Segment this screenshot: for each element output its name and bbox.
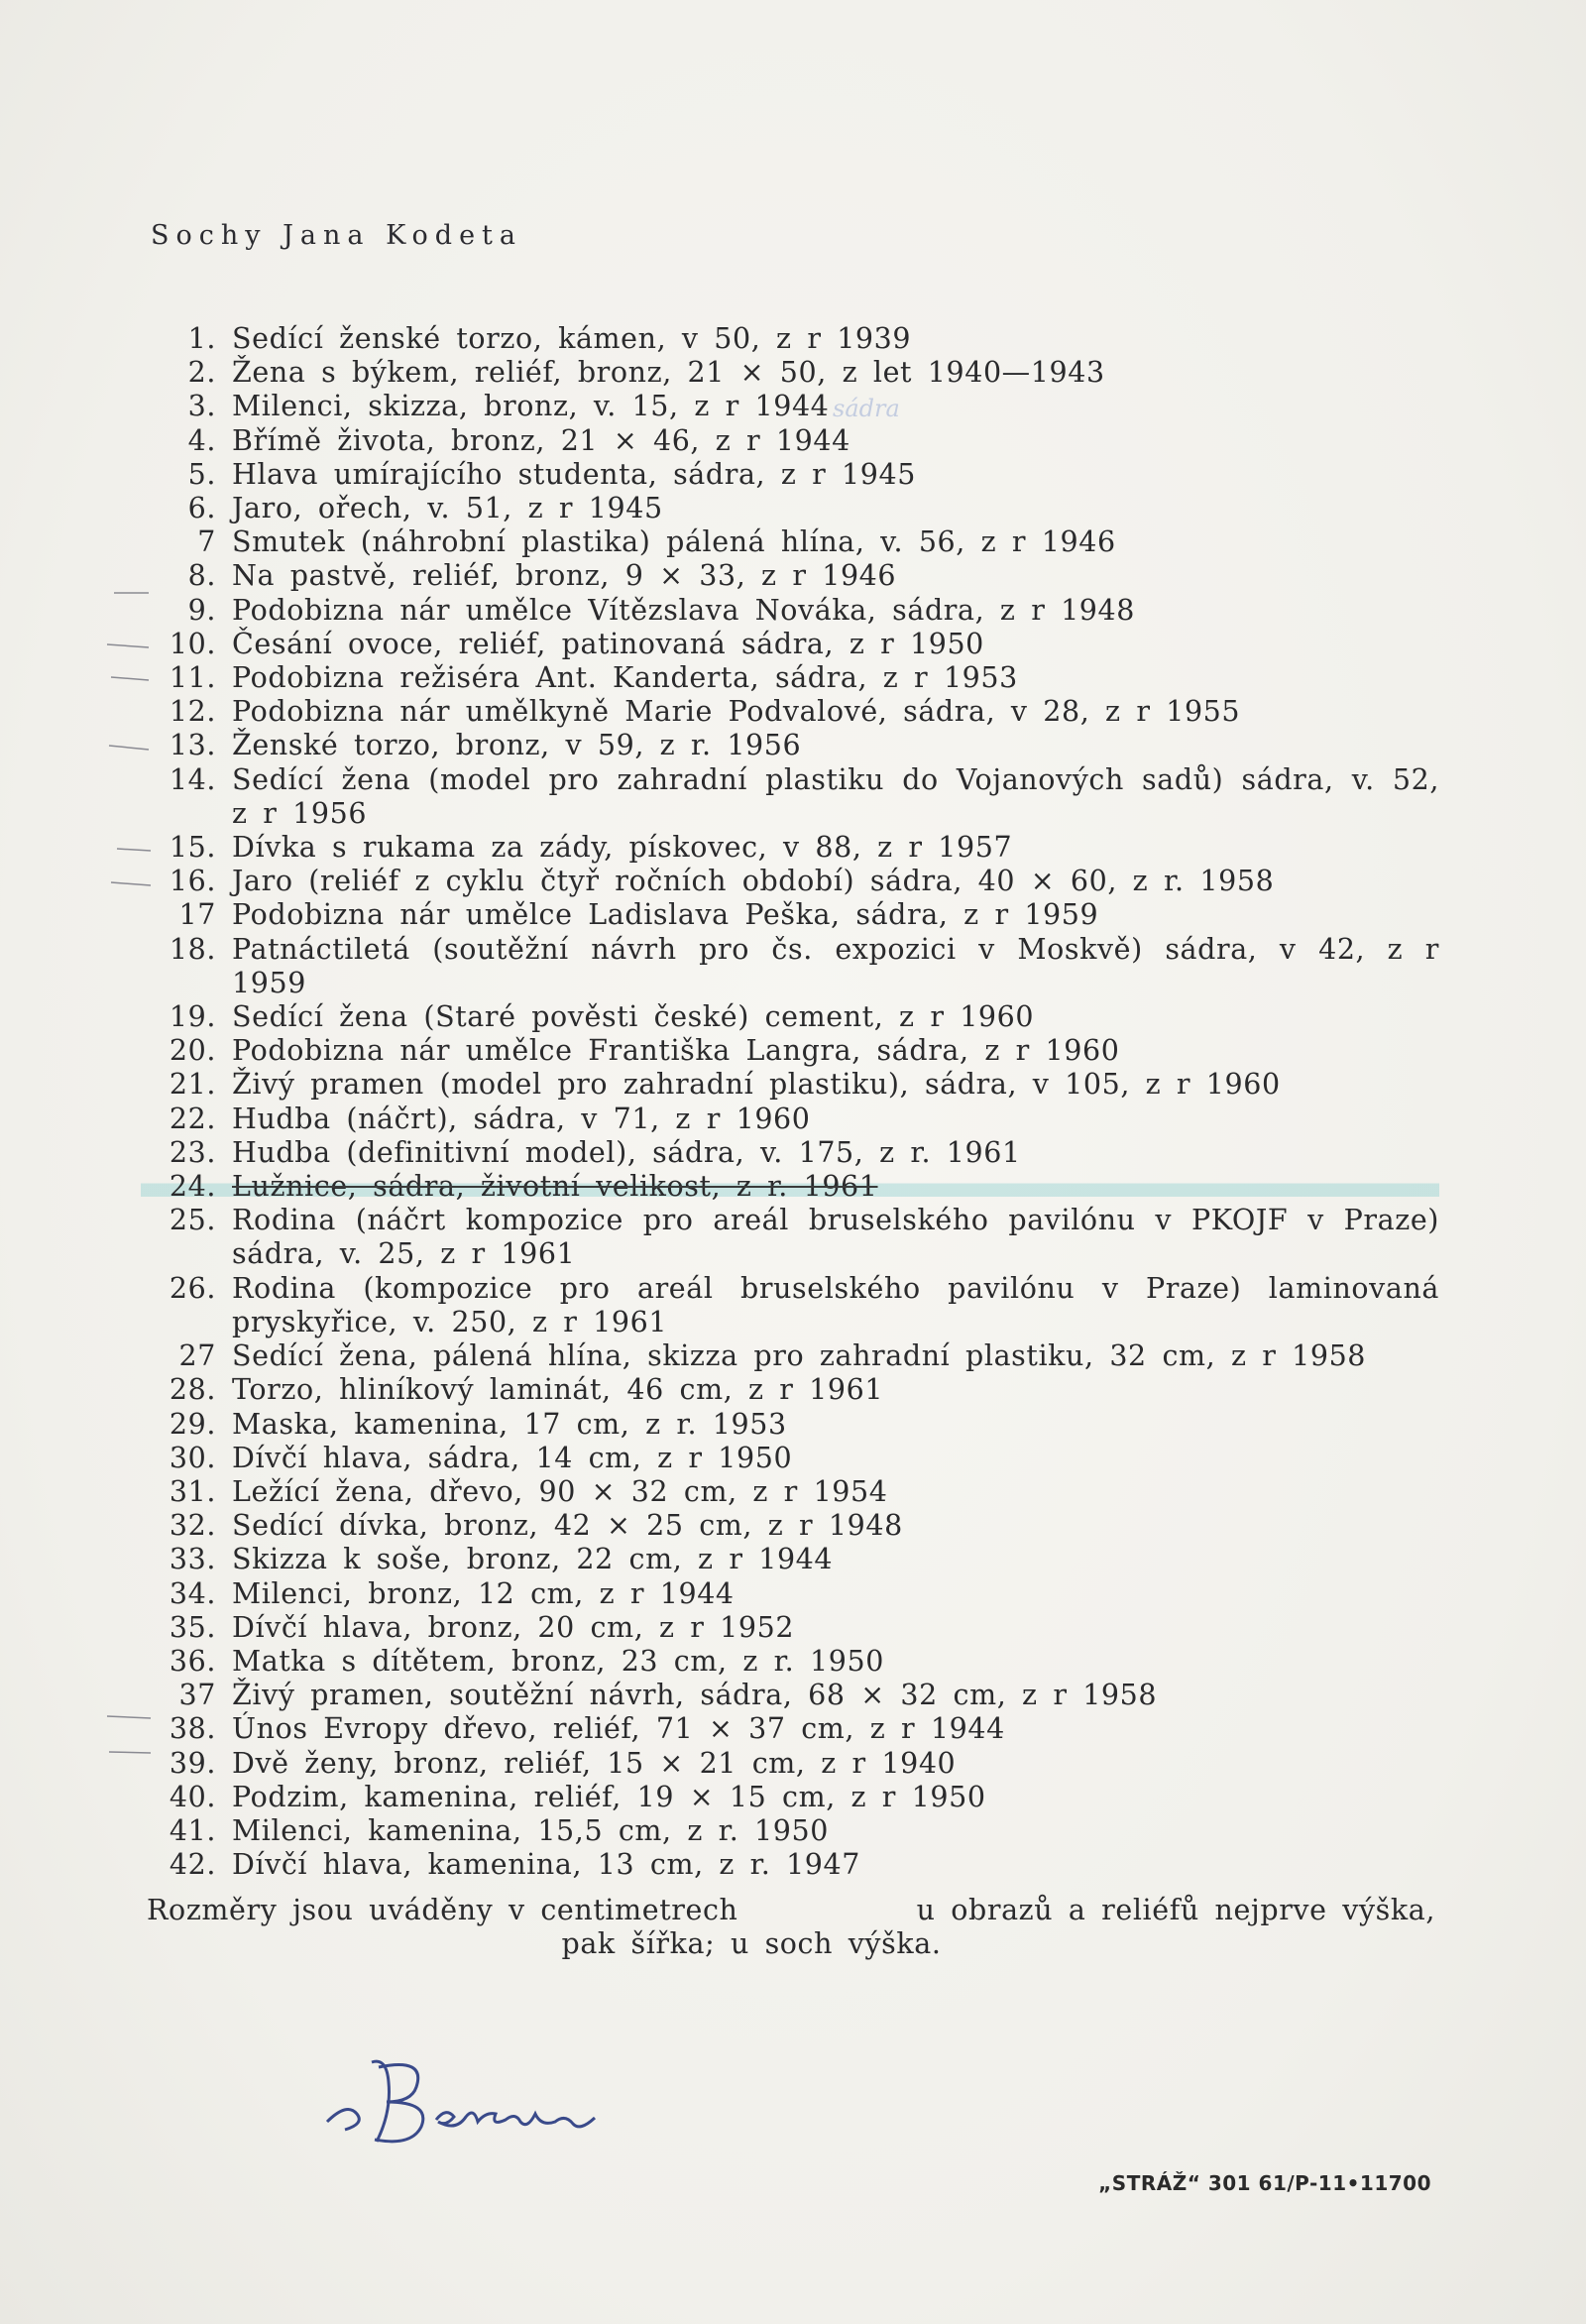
list-item [141, 424, 1439, 458]
list-item [141, 1204, 1439, 1271]
item-text: Dívčí hlava, kamenina, 13 cm, z r. 1947 [232, 1848, 861, 1882]
item-number: 36. [169, 1644, 216, 1678]
item-text: Smutek (náhrobní plastika) pálená hlína, v. 56, z r 1946 [232, 525, 1116, 559]
list-item [141, 661, 1439, 695]
item-text: Podobizna nár umělkyně Marie Podvalové, sádra, v 28, z r 1955 [232, 695, 1241, 729]
list-item [141, 1645, 1439, 1679]
item-number: 14. [169, 762, 216, 796]
dimensions-note [147, 1894, 1435, 1961]
item-text: Ležící žena, dřevo, 90 × 32 cm, z r 1954 [232, 1474, 888, 1508]
item-number: 38. [169, 1712, 216, 1746]
item-text: Podobizna nár umělce Ladislava Peška, sádra, z r 1959 [232, 898, 1099, 932]
sculpture-list [141, 322, 1439, 1882]
list-item [141, 1747, 1439, 1781]
list-item [141, 356, 1439, 390]
document-title: Sochy Jana Kodeta [151, 220, 522, 251]
list-item [141, 1442, 1439, 1475]
item-text: Skizza k soše, bronz, 22 cm, z r 1944 [232, 1543, 834, 1576]
item-text: Hudba (definitivní model), sádra, v. 175, z r. 1961 [232, 1135, 1021, 1169]
item-number: 25. [169, 1204, 216, 1237]
item-number: 4. [187, 423, 216, 457]
item-number: 39. [169, 1746, 216, 1780]
item-number: 24. [141, 1170, 232, 1204]
item-number: 2. [187, 356, 216, 390]
item-number: 28. [169, 1373, 216, 1407]
list-item [141, 1000, 1439, 1034]
item-number: 41. [169, 1813, 216, 1847]
item-number: 31. [169, 1474, 216, 1508]
note-line-1b: u obrazů a reliéfů nejprve výška, [916, 1894, 1435, 1926]
item-text: Sedící dívka, bronz, 42 × 25 cm, z r 1948 [232, 1509, 903, 1543]
list-item [141, 1272, 1439, 1339]
handwritten-signature [317, 2042, 634, 2161]
item-text: Sedící žena, pálená hlína, skizza pro zahradní plastiku, 32 cm, z r 1958 [232, 1339, 1367, 1373]
item-number: 17 [178, 898, 216, 932]
item-text: Ženské torzo, bronz, v 59, z r. 1956 [232, 729, 802, 762]
list-item [141, 628, 1439, 661]
list-item [141, 390, 1439, 423]
list-item [141, 763, 1439, 831]
item-text: Matka s dítětem, bronz, 23 cm, z r. 1950 [232, 1644, 884, 1678]
item-text: Podobizna nár umělce Františka Langra, sádra, z r 1960 [232, 1034, 1120, 1068]
item-number: 10. [169, 627, 216, 660]
list-item [141, 1577, 1439, 1611]
list-item [141, 1034, 1439, 1068]
list-item [141, 695, 1439, 729]
item-text: Podzim, kamenina, reliéf, 19 × 15 cm, z r 1950 [232, 1780, 986, 1813]
item-number: 15. [169, 831, 216, 865]
list-item [141, 898, 1439, 932]
item-text: Česání ovoce, reliéf, patinovaná sádra, z r 1950 [232, 627, 984, 660]
list-item [141, 1543, 1439, 1576]
item-text: Břímě života, bronz, 21 × 46, z r 1944 [232, 423, 850, 457]
item-text: Milenci, skizza, bronz, v. 15, z r 1944 [232, 390, 830, 423]
list-item [141, 1408, 1439, 1442]
item-text: Torzo, hliníkový laminát, 46 cm, z r 1961 [232, 1373, 884, 1407]
item-number: 5. [187, 457, 216, 491]
list-item [141, 865, 1439, 898]
item-number: 8. [187, 559, 216, 593]
item-text: Rodina (náčrt kompozice pro areál bruselského pavilónu v PKOJF v Praze) sádra, v. 25, z r 1961 [232, 1204, 1439, 1271]
item-text: Živý pramen (model pro zahradní plastiku), sádra, v 105, z r 1960 [232, 1068, 1281, 1102]
item-text: Únos Evropy dřevo, reliéf, 71 × 37 cm, z r 1944 [232, 1712, 1005, 1746]
item-number: 9. [187, 593, 216, 627]
item-text: Podobizna nár umělce Vítězslava Nováka, sádra, z r 1948 [232, 593, 1136, 627]
item-number: 40. [169, 1780, 216, 1813]
item-text: Jaro (reliéf z cyklu čtyř ročních období) sádra, 40 × 60, z r. 1958 [232, 865, 1275, 898]
item-number: 16. [169, 865, 216, 898]
list-item [141, 933, 1439, 1000]
item-number: 26. [169, 1271, 216, 1305]
list-item [141, 729, 1439, 762]
list-item [141, 831, 1439, 865]
item-text: Podobizna režiséra Ant. Kanderta, sádra, z r 1953 [232, 661, 1018, 695]
list-item [141, 1170, 1439, 1204]
item-text: Dvě ženy, bronz, reliéf, 15 × 21 cm, z r 1940 [232, 1746, 957, 1780]
item-number: 6. [187, 492, 216, 525]
list-item [141, 559, 1439, 593]
item-text: Hlava umírajícího studenta, sádra, z r 1945 [232, 457, 916, 491]
item-text: Lužnice, sádra, životní velikost, z r. 1961 [232, 1170, 1439, 1204]
item-number: 33. [169, 1543, 216, 1576]
list-item [141, 1373, 1439, 1407]
list-item [141, 458, 1439, 492]
item-number: 11. [169, 661, 216, 695]
item-text: Dívčí hlava, bronz, 20 cm, z r 1952 [232, 1610, 795, 1644]
item-text: Sedící žena (Staré pověsti české) cement, z r 1960 [232, 1000, 1035, 1034]
item-text: Dívčí hlava, sádra, 14 cm, z r 1950 [232, 1441, 793, 1474]
item-number: 35. [169, 1610, 216, 1644]
pencil-annotation: sádra [833, 395, 900, 422]
list-item [141, 1068, 1439, 1102]
item-number: 7 [197, 525, 216, 559]
item-number: 32. [169, 1509, 216, 1543]
list-item [141, 1848, 1439, 1882]
item-number: 19. [169, 1000, 216, 1034]
list-item [141, 1136, 1439, 1170]
item-number: 20. [169, 1034, 216, 1068]
list-item [141, 322, 1439, 356]
item-number: 22. [169, 1102, 216, 1135]
item-text: Žena s býkem, reliéf, bronz, 21 × 50, z let 1940—1943 [232, 356, 1105, 390]
item-text: Jaro, ořech, v. 51, z r 1945 [232, 492, 663, 525]
list-item [141, 1509, 1439, 1543]
item-text: Hudba (náčrt), sádra, v 71, z r 1960 [232, 1102, 811, 1135]
item-number: 21. [169, 1068, 216, 1102]
item-number: 23. [169, 1135, 216, 1169]
note-line-2: pak šířka; u soch výška. [561, 1927, 942, 1960]
item-number: 37 [178, 1679, 216, 1712]
item-text: Na pastvě, reliéf, bronz, 9 × 33, z r 1946 [232, 559, 897, 593]
list-item [141, 1103, 1439, 1136]
list-item [141, 1679, 1439, 1712]
list-item [141, 1339, 1439, 1373]
item-number: 42. [169, 1848, 216, 1882]
item-text: Milenci, kamenina, 15,5 cm, z r. 1950 [232, 1813, 829, 1847]
item-text: Maska, kamenina, 17 cm, z r. 1953 [232, 1407, 787, 1441]
item-text: Dívka s rukama za zády, pískovec, v 88, z r 1957 [232, 831, 1013, 865]
item-number: 13. [169, 729, 216, 762]
item-number: 3. [187, 390, 216, 423]
list-item [141, 1814, 1439, 1848]
item-number: 27 [178, 1339, 216, 1373]
item-number: 1. [187, 322, 216, 355]
list-item [141, 1611, 1439, 1645]
list-item [141, 1712, 1439, 1746]
item-text: Sedící žena (model pro zahradní plastiku do Vojanových sadů) sádra, v. 52, z r 1956 [232, 762, 1439, 830]
item-text: Milenci, bronz, 12 cm, z r 1944 [232, 1576, 735, 1610]
item-text: Patnáctiletá (soutěžní návrh pro čs. expozici v Moskvě) sádra, v 42, z r 1959 [232, 932, 1439, 999]
item-text: Živý pramen, soutěžní návrh, sádra, 68 × 32 cm, z r 1958 [232, 1679, 1158, 1712]
printer-imprint: „STRÁŽ“ 301 61/P-11•11700 [1098, 2171, 1431, 2195]
item-number: 18. [169, 932, 216, 966]
item-text: Rodina (kompozice pro areál bruselského pavilónu v Praze) laminovaná pryskyřice, v. 250, z r 1961 [232, 1271, 1439, 1338]
item-number: 12. [169, 695, 216, 729]
list-item [141, 1781, 1439, 1814]
item-number: 30. [169, 1441, 216, 1474]
list-item [141, 525, 1439, 559]
list-item [141, 594, 1439, 628]
item-number: 29. [169, 1407, 216, 1441]
note-line-1a: Rozměry jsou uváděny v centimetrech [147, 1894, 738, 1926]
item-text: Sedící ženské torzo, kámen, v 50, z r 1939 [232, 322, 912, 355]
list-item [141, 1475, 1439, 1509]
item-number: 34. [169, 1576, 216, 1610]
list-item [141, 492, 1439, 525]
